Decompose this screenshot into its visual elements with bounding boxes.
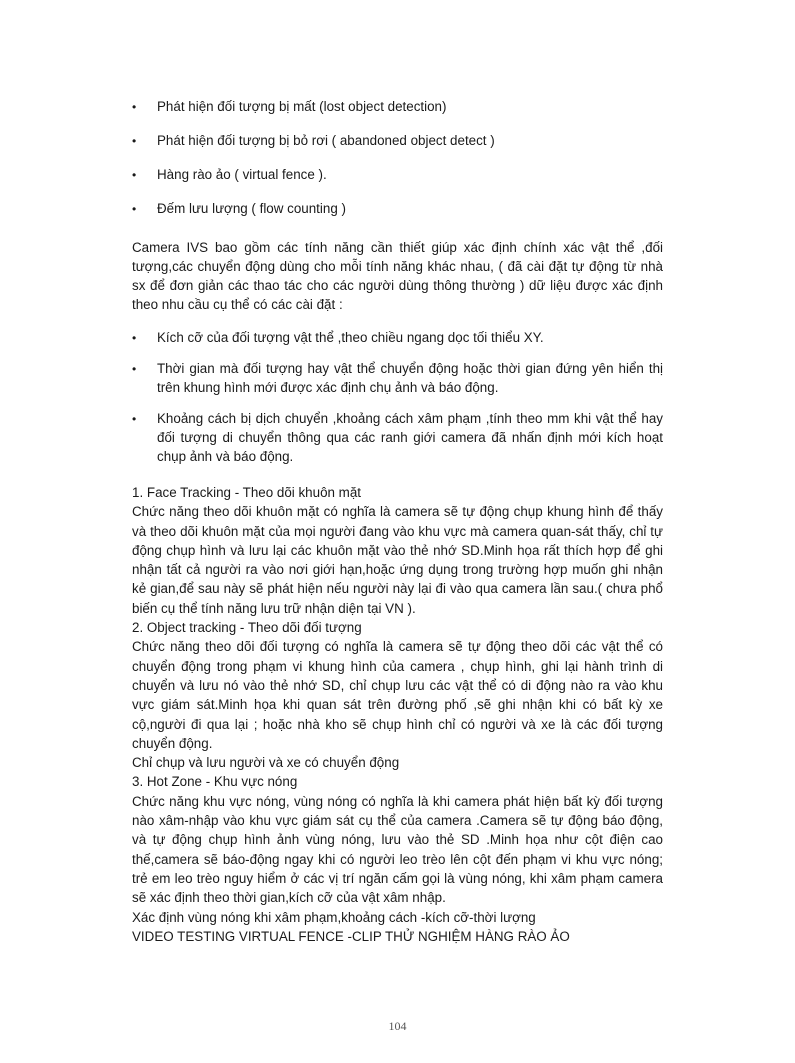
page-content (132, 97, 663, 946)
caption-object-tracking: Chỉ chụp và lưu người và xe có chuyển động (132, 755, 400, 771)
section-heading-object-tracking: 2. Object tracking - Theo dõi đối tượng (132, 620, 362, 636)
intro-paragraph: Camera IVS bao gồm các tính năng cần thiết giúp xác định chính xác vật thể ,đối tượng,các chuyển động dùng cho mỗi tính năng khác nhau, ( đã cài đặt tự động từ nhà sx để đơn giản các thao tác cho các người dùng thông thường ) dữ liệu được xác định theo nhu cầu cụ thể có các cài đặt : (132, 240, 663, 312)
list-item: • Hàng rào ảo ( virtual fence ). (132, 165, 663, 184)
list-item: • Kích cỡ của đối tượng vật thể ,theo chiều ngang dọc tối thiểu XY. (132, 328, 663, 347)
page-number: 104 (388, 1019, 407, 1033)
section-body-object-tracking: Chức năng theo dõi đối tượng có nghĩa là camera sẽ tự động theo dõi các vật thể có chuyển động trong phạm vi khung hình của camera , chụp hình, ghi lại hành trình di chuyển và lưu nó vào thẻ nhớ SD, chỉ chụp lưu các vật thể có di động nào ra vào khu vực giám sát.Minh họa khi quan sát trên đường phố ,sẽ ghi nhận khi có bất kỳ xe cộ,người đi qua lại ; hoặc nhà kho sẽ chụp hình chỉ có người và xe là các đối tượng chuyển động. (132, 639, 663, 751)
section-body-face-tracking: Chức năng theo dõi khuôn mặt có nghĩa là camera sẽ tự động chụp khung hình để thấy và theo dõi khuôn mặt của mọi người đang vào khu vực mà camera quan-sát thấy, chỉ tự động chụp hình và lưu lại các khuôn mặt vào thẻ nhớ SD.Minh họa rất thích hợp để ghi nhận tất cả người ra vào nơi giới hạn,hoặc ứng dụng trong trường hợp muốn ghi nhận kẻ gian,để sau này sẽ phát hiện nếu người này lại đi vào qua camera lần sau.( chưa phổ biến cụ thể tính năng lưu trữ nhận diện tại VN ). (132, 504, 663, 616)
list-item: • Thời gian mà đối tượng hay vật thể chuyển động hoặc thời gian đứng yên hiển thị trên khung hình mới được xác định chụ ảnh và báo động. (132, 359, 663, 397)
video-title: VIDEO TESTING VIRTUAL FENCE -CLIP THỬ NGHIỆM HÀNG RÀO ẢO (132, 928, 570, 944)
section-heading-face-tracking: 1. Face Tracking - Theo dõi khuôn mặt (132, 485, 362, 500)
section-body-hot-zone: Chức năng khu vực nóng, vùng nóng có nghĩa là khi camera phát hiện bất kỳ đối tượng nào xâm-nhập vào khu vực giám sát cụ thể của camera .Camera sẽ tự động báo động, và tự động chụp hình ảnh vùng nóng, lưu vào thẻ SD .Minh họa như cột điện cao thế,camera sẽ báo-động ngay khi có người leo trèo lên cột đến phạm vi khu vực nóng; trẻ em leo trèo nguy hiểm ở các vị trí ngăn cấm gọi là vùng nóng, khi xâm phạm camera sẽ xác định theo thời gian,kích cỡ của vật xâm nhập. (132, 793, 663, 906)
settings-list (132, 328, 663, 466)
caption-hot-zone: Xác định vùng nóng khi xâm phạm,khoảng cách -kích cỡ-thời lượng (132, 909, 536, 925)
list-item: • Phát hiện đối tượng bị mất (lost object detection) (132, 97, 663, 116)
section-heading-hot-zone: 3. Hot Zone - Khu vực nóng (132, 774, 298, 790)
list-item: • Khoảng cách bị dịch chuyển ,khoảng cách xâm phạm ,tính theo mm khi vật thể hay đối tượng di chuyển thông qua các ranh giới camera đã nhấn định mới kích hoạt chụp ảnh và báo động. (132, 409, 663, 466)
feature-sections (132, 483, 663, 946)
list-item: • Đếm lưu lượng ( flow counting ) (132, 199, 663, 218)
feature-list (132, 97, 663, 218)
list-item: • Phát hiện đối tượng bị bỏ rơi ( abandoned object detect ) (132, 131, 663, 150)
